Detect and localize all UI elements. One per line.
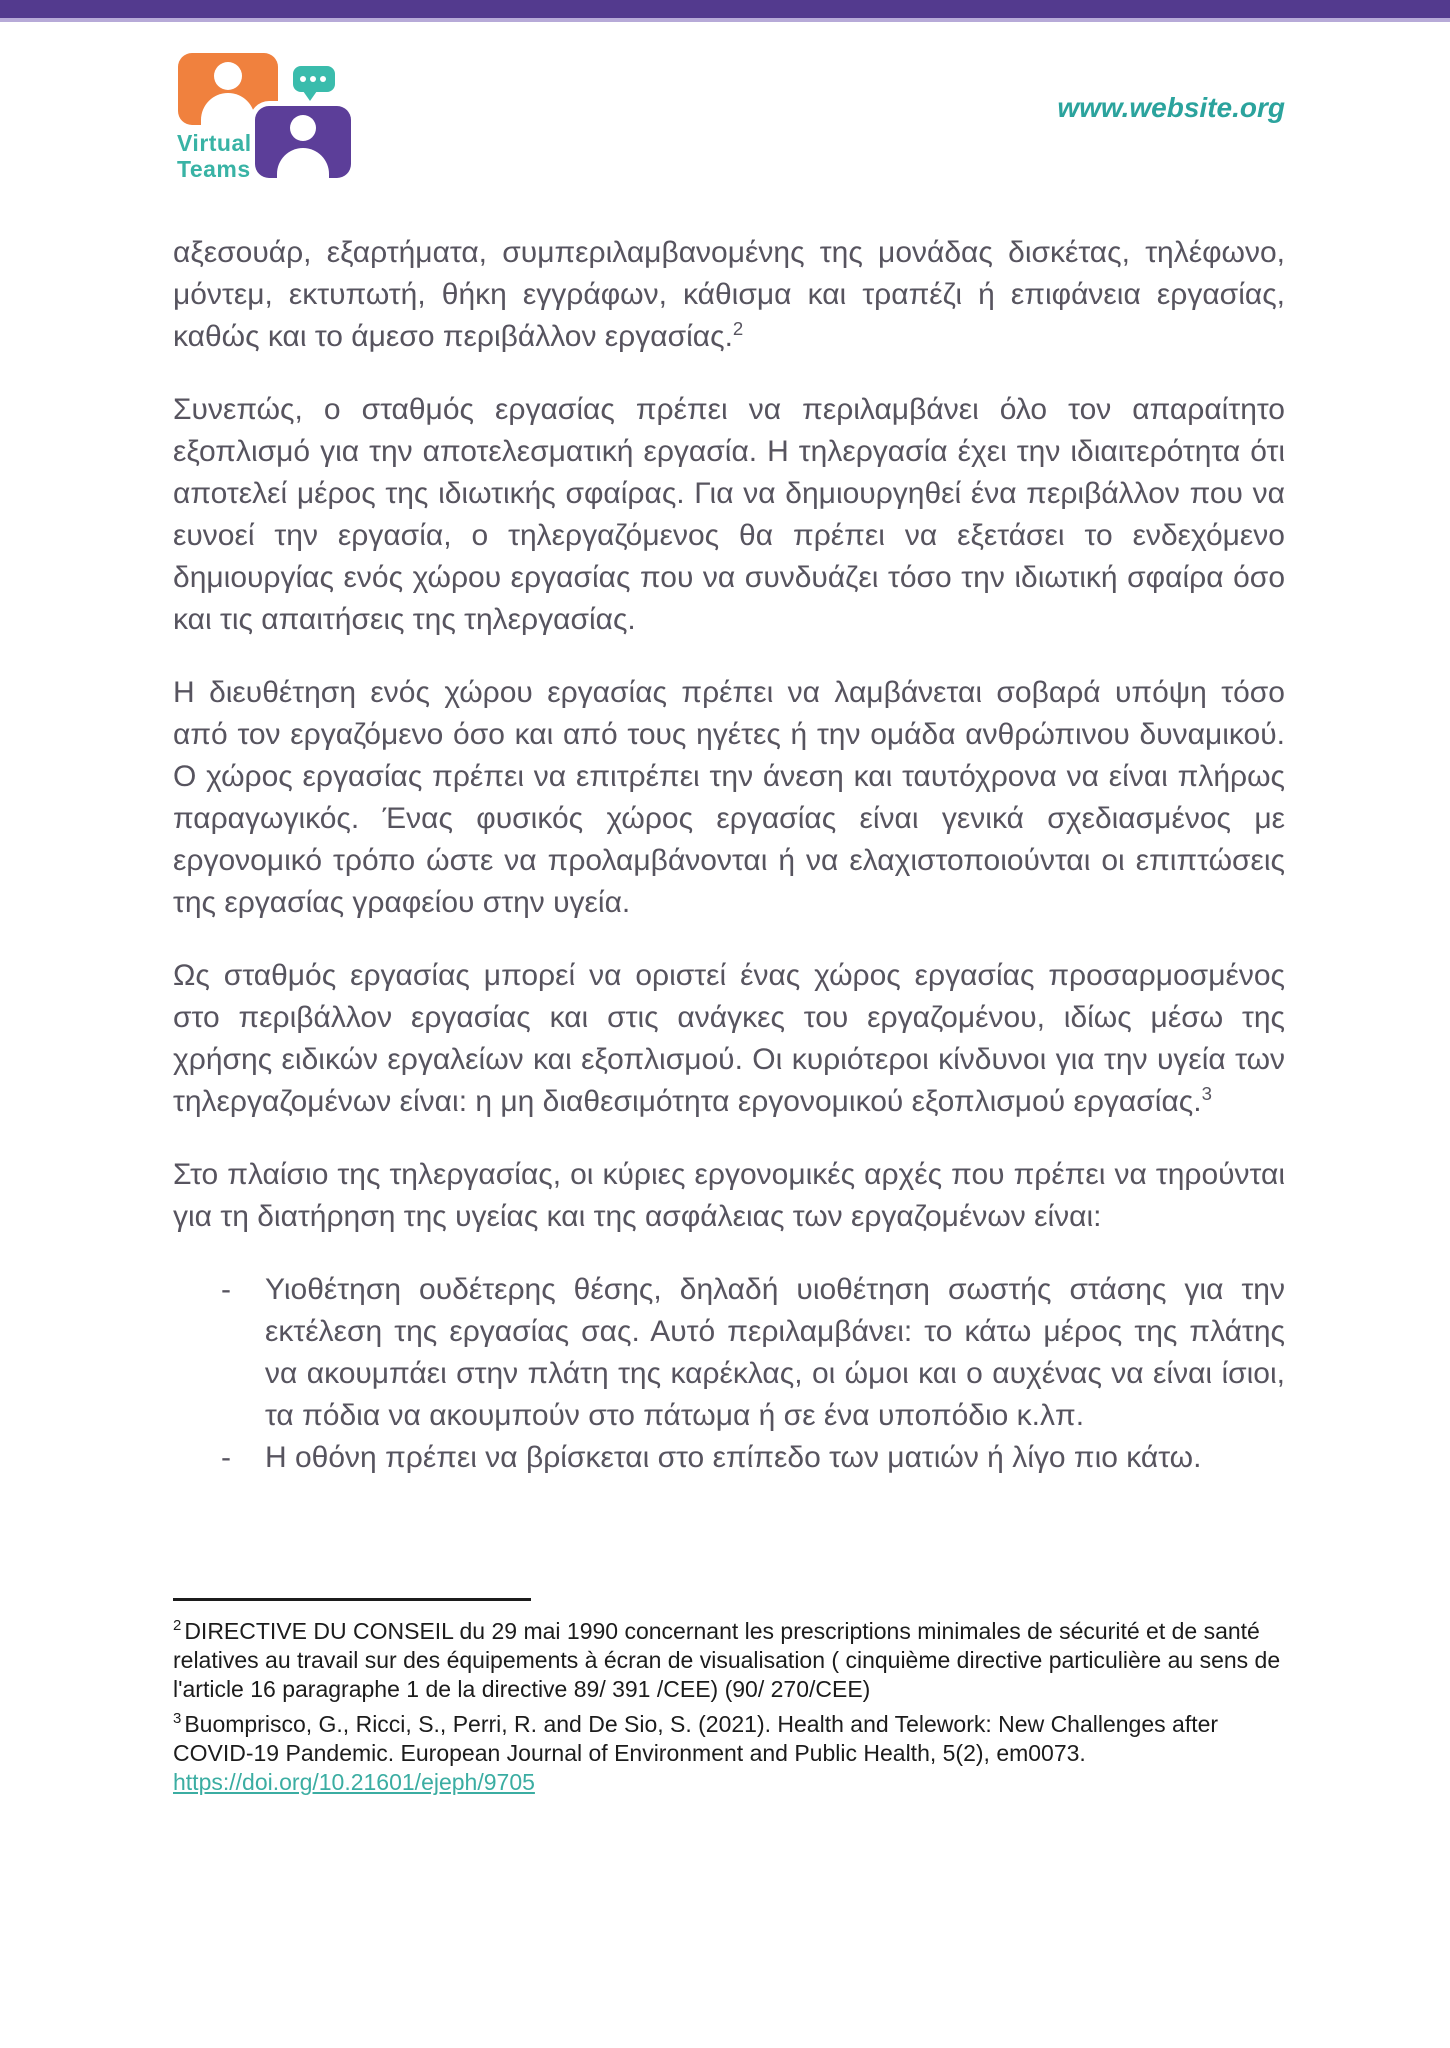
dash-bullet: - bbox=[221, 1273, 231, 1306]
top-border-bar bbox=[0, 0, 1450, 22]
doi-link[interactable]: https://doi.org/10.21601/ejeph/9705 bbox=[173, 1769, 535, 1795]
logo-line-2: Teams bbox=[177, 156, 251, 182]
paragraph bbox=[173, 955, 1285, 1123]
virtual-teams-logo bbox=[175, 48, 385, 188]
list-item bbox=[173, 1269, 1285, 1437]
list-item-text: Η οθόνη πρέπει να βρίσκεται στο επίπεδο των ματιών ή λίγο πιο κάτω. bbox=[265, 1441, 1202, 1474]
person-icon bbox=[290, 115, 316, 141]
purple-person-card bbox=[255, 106, 351, 178]
footnote-separator bbox=[173, 1598, 531, 1601]
speech-dots-icon bbox=[300, 76, 326, 82]
bullet-list bbox=[173, 1269, 1285, 1479]
footnote bbox=[173, 1617, 1285, 1704]
logo-wordmark bbox=[177, 130, 252, 182]
paragraph bbox=[173, 1154, 1285, 1238]
person-icon bbox=[214, 62, 242, 90]
footnote-marker: 2 bbox=[173, 1617, 182, 1635]
paragraph-text: Ως σταθμός εργασίας μπορεί να οριστεί ένας χώρος εργασίας προσαρμοσμένος στο περιβάλλον εργασίας και στις ανάγκες του εργαζομένου, ιδίως μέσω της χρήσης ειδικών εργαλείων και εξοπλισμού. Οι κυριότεροι κίνδυνοι για την υγεία των τηλεργαζομένων είναι: η μη διαθεσιμότητα εργονομικού εξοπλισμού εργασίας. bbox=[173, 959, 1285, 1118]
person-icon bbox=[277, 148, 329, 178]
footnote-ref-3: 3 bbox=[1201, 1083, 1212, 1104]
list-item-text: Υιοθέτηση ουδέτερης θέσης, δηλαδή υιοθέτηση σωστής στάσης για την εκτέλεση της εργασίας σας. Αυτό περιλαμβάνει: το κάτω μέρος της πλάτης να ακουμπάει στην πλάτη της καρέκλας, οι ώμοι και ο αυχένας να είναι ίσιοι, τα πόδια να ακουμπούν στο πάτωμα ή σε ένα υποπόδιο κ.λπ. bbox=[265, 1273, 1285, 1432]
person-icon bbox=[201, 93, 255, 125]
footnote-ref-2: 2 bbox=[732, 318, 744, 339]
paragraph-text: Στο πλαίσιο της τηλεργασίας, οι κύριες εργονομικές αρχές που πρέπει να τηρούνται για τη διατήρηση της υγείας και της ασφάλειας των εργαζομένων είναι: bbox=[173, 1158, 1285, 1233]
footnote-text: Buomprisco, G., Ricci, S., Perri, R. and De Sio, S. (2021). Health and Telework: New Challenges after COVID-19 Pandemic. European Journal of Environment and Public Health, 5(2), em0073. bbox=[173, 1711, 1219, 1766]
footnotes-section bbox=[173, 1598, 1285, 1803]
footnote-text: DIRECTIVE DU CONSEIL du 29 mai 1990 concernant les prescriptions minimales de sécurité et de santé relatives au travail sur des équipements à écran de visualisation ( cinquième directive particulière au sens de l'article 16 paragraphe 1 de la directive 89/ 391 /CEE) (90/ 270/CEE) bbox=[173, 1618, 1281, 1702]
paragraph-text: Συνεπώς, ο σταθμός εργασίας πρέπει να περιλαμβάνει όλο τον απαραίτητο εξοπλισμό για την αποτελεσματική εργασία. Η τηλεργασία έχει την ιδιαιτερότητα ότι αποτελεί μέρος της ιδιωτικής σφαίρας. Για να δημιουργηθεί ένα περιβάλλον που να ευνοεί την εργασία, ο τηλεργαζόμενος θα πρέπει να εξετάσει το ενδεχόμενο δημιουργίας ενός χώρου εργασίας που να συνδυάζει τόσο την ιδιωτική σφαίρα όσο και τις απαιτήσεις της τηλεργασίας. bbox=[173, 393, 1285, 636]
website-url: www.website.org bbox=[1057, 92, 1285, 123]
footnote bbox=[173, 1710, 1285, 1797]
dash-bullet: - bbox=[221, 1441, 231, 1474]
paragraph bbox=[173, 389, 1285, 641]
paragraph-text: αξεσουάρ, εξαρτήματα, συμπεριλαμβανομένης της μονάδας δισκέτας, τηλέφωνο, μόντεμ, εκτυπωτή, θήκη εγγράφων, κάθισμα και τραπέζι ή επιφάνεια εργασίας, καθώς και το άμεσο περιβάλλον εργασίας. bbox=[173, 236, 1285, 353]
paragraph bbox=[173, 232, 1285, 358]
logo-line-1: Virtual bbox=[177, 130, 252, 156]
paragraph bbox=[173, 672, 1285, 924]
paragraph-text: Η διευθέτηση ενός χώρου εργασίας πρέπει να λαμβάνεται σοβαρά υπόψη τόσο από τον εργαζόμενο όσο και από τους ηγέτες ή την ομάδα ανθρώπινου δυναμικού. Ο χώρος εργασίας πρέπει να επιτρέπει την άνεση και ταυτόχρονα να είναι πλήρως παραγωγικός. Ένας φυσικός χώρος εργασίας είναι γενικά σχεδιασμένος με εργονομικό τρόπο ώστε να προλαμβάνονται ή να ελαχιστοποιούνται οι επιπτώσεις της εργασίας γραφείου στην υγεία. bbox=[173, 676, 1285, 919]
document-body bbox=[173, 232, 1285, 1479]
footnote-marker: 3 bbox=[173, 1710, 182, 1728]
speech-bubble-icon bbox=[293, 66, 335, 92]
list-item bbox=[173, 1437, 1285, 1479]
